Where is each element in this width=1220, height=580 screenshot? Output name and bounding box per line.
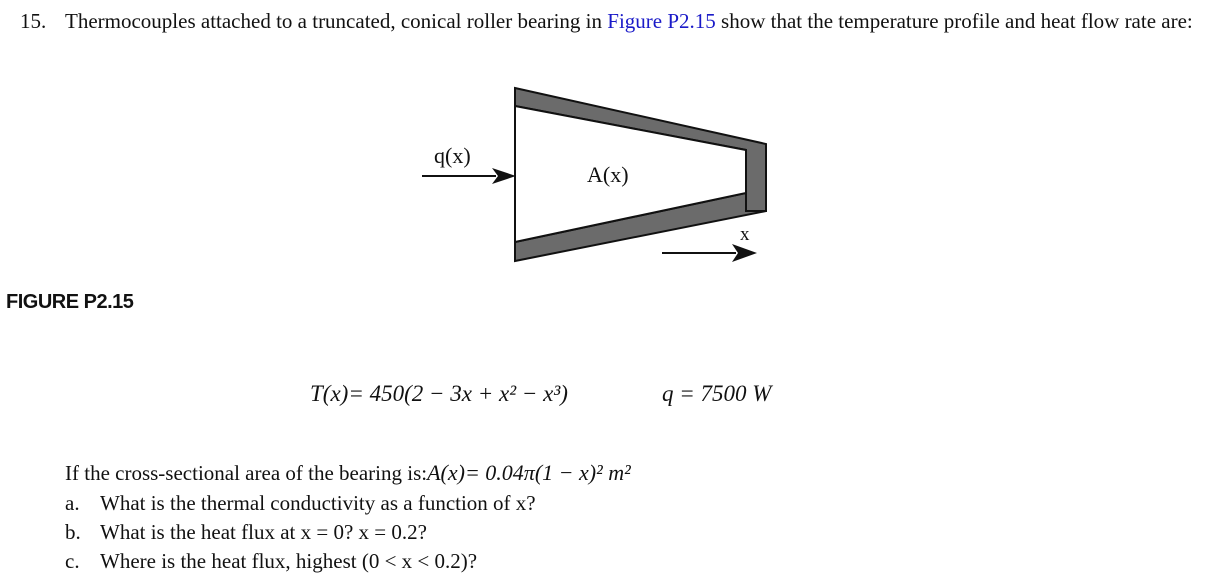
question-item-c — [65, 546, 477, 576]
x-axis-label: x — [740, 224, 750, 245]
question-item-a — [65, 488, 536, 518]
temperature-equation: T(x)= 450(2 − 3x + x² − x³) — [310, 381, 568, 406]
problem-text-after: show that the temperature profile and heat flow rate are: — [715, 9, 1193, 33]
heat-flow-label: q(x) — [434, 143, 471, 168]
problem-number: 15. — [20, 9, 47, 33]
question-lead — [65, 458, 631, 488]
question-letter: a. — [65, 491, 80, 515]
question-letter: b. — [65, 520, 81, 544]
area-formula: A(x)= 0.04π(1 − x)² m² — [427, 460, 631, 485]
figure-caption: FIGURE P2.15 — [6, 291, 134, 313]
question-item-b — [65, 517, 427, 547]
heat-rate-equation: q = 7500 W — [662, 381, 772, 406]
question-text: What is the heat flux at x = 0? x = 0.2? — [100, 520, 427, 544]
area-label: A(x) — [587, 162, 629, 187]
question-lead-text: If the cross-sectional area of the bearing is: — [65, 461, 428, 485]
question-text: What is the thermal conductivity as a function of x? — [100, 491, 536, 515]
question-text: Where is the heat flux, highest (0 < x < 0.2)? — [100, 549, 478, 573]
problem-text-before: Thermocouples attached to a truncated, conical roller bearing in — [65, 9, 608, 33]
figure-link[interactable]: Figure P2.15 — [607, 9, 716, 33]
question-letter: c. — [65, 549, 80, 573]
